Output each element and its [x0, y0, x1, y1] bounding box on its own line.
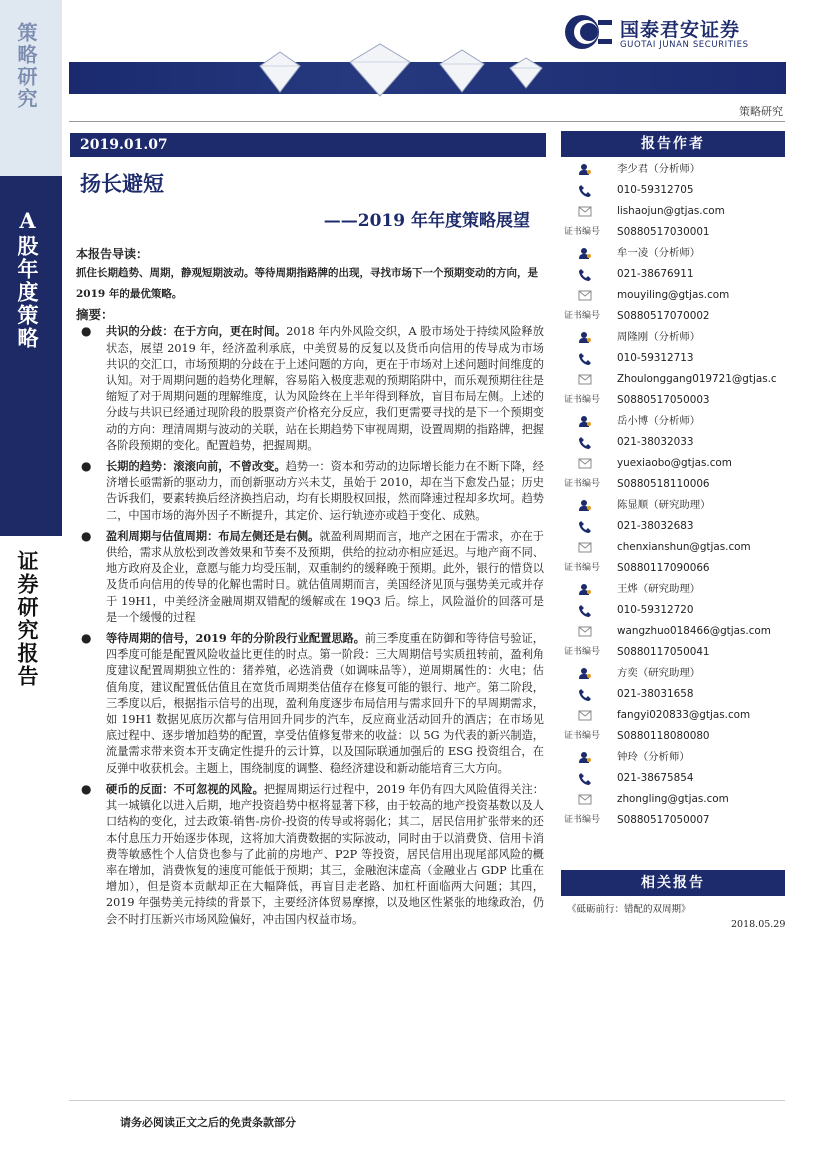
- mail-icon: [578, 373, 592, 386]
- mail-icon: [578, 289, 592, 302]
- sidebar-series: A股年度策略: [15, 208, 40, 350]
- author-phone: 021-38676911: [617, 268, 694, 280]
- author-phone: 010-59312705: [617, 184, 694, 196]
- phone-icon: [578, 688, 592, 701]
- author-cert: S0880517070002: [617, 310, 710, 322]
- cert-label: 证书编号: [564, 563, 601, 573]
- author-email-row: [560, 285, 786, 306]
- author-email[interactable]: fangyi020833@gtjas.com: [617, 709, 751, 721]
- sidebar-mid-block: [0, 176, 62, 536]
- authors-list: [560, 159, 786, 831]
- disclaimer-note: 请务必阅读正文之后的免责条款部分: [120, 1116, 296, 1129]
- author-email-row: [560, 537, 786, 558]
- author-cert-row: [560, 306, 786, 327]
- author-cert-row: [560, 222, 786, 243]
- author-cert-row: [560, 810, 786, 831]
- mail-icon: [578, 457, 592, 470]
- bullet-icon: ●: [81, 631, 92, 646]
- bullet-body: 把握周期运行过程中，2019 年仍有四大风险值得关注：其一城镇化以进入后期，地产投资趋势中枢将显著下移，由于较高的地产投资基数以及人口结构的变化，过去政策-销售-房价-投资的传导或将弱化；其二，居民信用扩张带来的还本付息压力开始逐步体现，这将加大消费数据的实际波动，同时由于以消费贷、信用卡消费等敏感性个人信贷也参与了此前的房地产、P2P 等投资，居民信用出现尾部风险的概率在增加，消费恢复的速度可能低于预期；其三，金融泡沫虚高（金融业占 GDP 比重在增加），但是资本贡献却正在大幅降低，再盲目走老路、加杠杆面临两大问题；其四，2019 年强势美元持续的背景下，主要经济体贸易摩擦，以及地区性紧张的地缘政治，仍会不时打压新兴市场风险偏好，冲击国内权益市场。: [106, 782, 544, 926]
- report-title: 扬长避短: [80, 171, 164, 196]
- abstract-list: [76, 323, 544, 927]
- author-name: 方奕（研究助理）: [617, 667, 701, 679]
- person-icon: [578, 415, 592, 428]
- diamond-decoration-icon: [240, 38, 560, 98]
- authors-heading: 报告作者: [561, 131, 785, 157]
- author-cert: S0880118080080: [617, 730, 710, 742]
- author-email[interactable]: zhongling@gtjas.com: [617, 793, 729, 805]
- bullet-icon: ●: [81, 324, 92, 339]
- mail-icon: [578, 709, 592, 722]
- bullet-lead: 等待周期的信号，2019 年的分阶段行业配置思路。: [106, 631, 365, 646]
- author-name-row: [560, 327, 786, 348]
- author-phone-row: [560, 180, 786, 201]
- bullet-body: 趋势一：资本和劳动的边际增长能力在不断下降，经济增长亟需新的驱动力，而创新驱动方兴未艾，虽始于 2010，却在当下愈发凸显；历史告诉我们，要素转换后经济换挡启动，均有长期股权回报，然而降速过程却多坎坷。趋势二，中国市场的海外因子不断提升，其定价、运行轨迹亦或趋于变化、成熟。: [106, 460, 544, 522]
- author-email[interactable]: Zhoulonggang019721@gtjas.c: [617, 373, 777, 385]
- author-email[interactable]: yuexiaobo@gtjas.com: [617, 457, 732, 469]
- author-phone-row: [560, 264, 786, 285]
- author-phone-row: [560, 684, 786, 705]
- author-phone: 021-38032683: [617, 520, 694, 532]
- sidebar-doc-type: 证券研究报告: [15, 550, 40, 688]
- guide-heading: 本报告导读：: [76, 247, 149, 261]
- author-email[interactable]: chenxianshun@gtjas.com: [617, 541, 751, 553]
- cert-label: 证书编号: [564, 731, 601, 741]
- author-name: 牟一凌（分析师）: [617, 247, 701, 259]
- bullet-lead: 长期的趋势：滚滚向前，不曾改变。: [106, 459, 286, 474]
- cert-label: 证书编号: [564, 815, 601, 825]
- phone-icon: [578, 772, 592, 785]
- phone-icon: [578, 352, 592, 365]
- author-name: 李少君（分析师）: [617, 163, 701, 175]
- list-item: [76, 630, 544, 777]
- phone-icon: [578, 520, 592, 533]
- company-logo-icon: [560, 12, 614, 52]
- footer-rule: [69, 1100, 785, 1101]
- author-name-row: [560, 411, 786, 432]
- report-body: [76, 246, 544, 932]
- phone-icon: [578, 268, 592, 281]
- author-cert: S0880517050003: [617, 394, 710, 406]
- related-report-date: 2018.05.29: [731, 919, 786, 930]
- person-icon: [578, 247, 592, 260]
- related-report-link[interactable]: 《砥砺前行：错配的双周期》: [567, 904, 691, 915]
- author-phone: 021-38031658: [617, 688, 694, 700]
- author-phone-row: [560, 432, 786, 453]
- author-email-row: [560, 201, 786, 222]
- author-phone-row: [560, 768, 786, 789]
- author-email[interactable]: lishaojun@gtjas.com: [617, 205, 725, 217]
- author-name: 钟玲（分析师）: [617, 751, 690, 763]
- person-icon: [578, 583, 592, 596]
- author-name: 陈显顺（研究助理）: [617, 499, 711, 511]
- list-item: [76, 781, 544, 928]
- author-phone-row: [560, 348, 786, 369]
- author-email-row: [560, 705, 786, 726]
- author-name: 王烨（研究助理）: [617, 583, 701, 595]
- mail-icon: [578, 541, 592, 554]
- section-tag: 策略研究: [739, 105, 783, 118]
- phone-icon: [578, 604, 592, 617]
- author-email-row: [560, 453, 786, 474]
- person-icon: [578, 751, 592, 764]
- person-icon: [578, 499, 592, 512]
- abstract-heading: 摘要：: [76, 307, 114, 323]
- sidebar-top-block: [0, 0, 62, 176]
- report-subtitle: ——2019 年年度策略展望: [323, 211, 530, 231]
- author-name: 周隆刚（分析师）: [617, 331, 701, 343]
- related-heading: 相关报告: [561, 870, 785, 896]
- author-cert: S0880518110006: [617, 478, 710, 490]
- author-email-row: [560, 369, 786, 390]
- logo-cn: 国泰君安证券: [620, 19, 741, 41]
- author-cert-row: [560, 642, 786, 663]
- cert-label: 证书编号: [564, 479, 601, 489]
- author-cert-row: [560, 474, 786, 495]
- author-phone: 021-38675854: [617, 772, 694, 784]
- author-phone: 021-38032033: [617, 436, 694, 448]
- author-cert-row: [560, 558, 786, 579]
- bullet-icon: ●: [81, 459, 92, 474]
- list-item: [76, 323, 544, 454]
- author-email[interactable]: wangzhuo018466@gtjas.com: [617, 625, 771, 637]
- author-cert-row: [560, 726, 786, 747]
- sidebar-bottom-block: [0, 536, 62, 1169]
- cert-label: 证书编号: [564, 395, 601, 405]
- author-name-row: [560, 159, 786, 180]
- bullet-lead: 共识的分歧：在于方向，更在时间。: [106, 324, 287, 339]
- cert-label: 证书编号: [564, 227, 601, 237]
- list-item: [76, 528, 544, 626]
- person-icon: [578, 667, 592, 680]
- cert-label: 证书编号: [564, 311, 601, 321]
- author-name-row: [560, 747, 786, 768]
- author-name: 岳小博（分析师）: [617, 415, 701, 427]
- author-cert: S0880117050041: [617, 646, 710, 658]
- person-icon: [578, 163, 592, 176]
- author-name-row: [560, 495, 786, 516]
- logo-en: GUOTAI JUNAN SECURITIES: [620, 40, 749, 50]
- author-cert: S0880117090066: [617, 562, 710, 574]
- author-phone: 010-59312713: [617, 352, 694, 364]
- sidebar-category: 策略研究: [14, 22, 38, 110]
- mail-icon: [578, 625, 592, 638]
- cert-label: 证书编号: [564, 647, 601, 657]
- author-name-row: [560, 663, 786, 684]
- author-name-row: [560, 579, 786, 600]
- author-phone: 010-59312720: [617, 604, 694, 616]
- phone-icon: [578, 436, 592, 449]
- bullet-icon: ●: [81, 781, 92, 796]
- author-phone-row: [560, 600, 786, 621]
- author-email-row: [560, 621, 786, 642]
- author-email[interactable]: mouyiling@gtjas.com: [617, 289, 730, 301]
- report-date: 2019.01.07: [70, 133, 546, 157]
- author-name-row: [560, 243, 786, 264]
- mail-icon: [578, 205, 592, 218]
- author-phone-row: [560, 516, 786, 537]
- mail-icon: [578, 793, 592, 806]
- author-email-row: [560, 789, 786, 810]
- bullet-body: 2018 年内外风险交织，A 股市场处于持续风险释放状态，展望 2019 年，经济盈利承底，中美贸易的反复以及货币向信用的传导成为市场共识的交汇口，市场预期的分歧在于上述问题的方向，更在于市场对上述问题时间维度的认知。对于周期问题的趋势化理解，容易陷入极度悲观的预期陷阱中，而乐观预期往往是缩短了对于周期问题的理解维度，认为风险终在上半年得到释放，盲目布局左侧。上述的分歧与共识已经通过现阶段的股票资产价格充分反应，我们更需要寻找的是下一个预期变动的方向：理清周期与波动的关联，站在长期趋势下审视周期，设置周期的指路牌，把握各阶段预期的变化。配置趋势，把握周期。: [106, 325, 544, 452]
- bullet-lead: 硬币的反面：不可忽视的风险。: [106, 781, 264, 796]
- list-item: [76, 458, 544, 524]
- author-cert-row: [560, 390, 786, 411]
- bullet-body: 前三季度重在防御和等待信号验证，四季度可能是配置风险收益比更佳的时点。第一阶段：三大周期信号实质扭转前，盈利角度建议配置周期独立性的：猪养殖，必选消费（如调味品等），逆周期属性的：火电；估值角度，建议配置低估值且在宽货币周期类估值存在修复可能的银行、地产。第二阶段，三季度以后，根据指示信号的出现，盈利角度逐步布局信用与需求回升下的早周期需求，如 19H1 数据见底历次都与信用回升同步的汽车，反应商业活动回升的酒店；在市场见底过程中、逐步增加趋势的配置，享受估值修复带来的收益：以 5G 为代表的新兴制造，流量需求带来资本开支确定性提升的云计算，以及国际联通加强后的 ESG 投资组合，在反弹中收获机会。主题上，围绕制度的调整、稳经济建设和新动能培育三大方向。: [106, 632, 544, 775]
- header-rule: [69, 121, 785, 122]
- bullet-lead: 盈利周期与估值周期：布局左侧还是右侧。: [106, 528, 320, 543]
- author-cert: S0880517030001: [617, 226, 710, 238]
- phone-icon: [578, 184, 592, 197]
- author-cert: S0880517050007: [617, 814, 710, 826]
- bullet-body: 就盈利周期而言，地产之困在于需求，亦在于供给，需求从放松到改善效果和节奏不及预期，供给的拉动亦相应延迟。与地产商不同、地方政府及企业，意愿与能力均受压制，双重制约的缓释晚于预期。此外，银行的惜贷以及货币向信用的传导的化解也需时日。就估值周期而言，美国经济见顶与强势美元或并存于 19H1，中美经济金融周期双错配的缓解或在 19Q3 后。综上，风险溢价的回落可是是一个缓慢的过程: [106, 529, 544, 624]
- person-icon: [578, 331, 592, 344]
- bullet-icon: ●: [81, 528, 92, 543]
- guide-text: 抓住长期趋势、周期，静观短期波动。等待周期指路牌的出现，寻找市场下一个预期变动的方向，是 2019 年的最优策略。: [76, 267, 538, 301]
